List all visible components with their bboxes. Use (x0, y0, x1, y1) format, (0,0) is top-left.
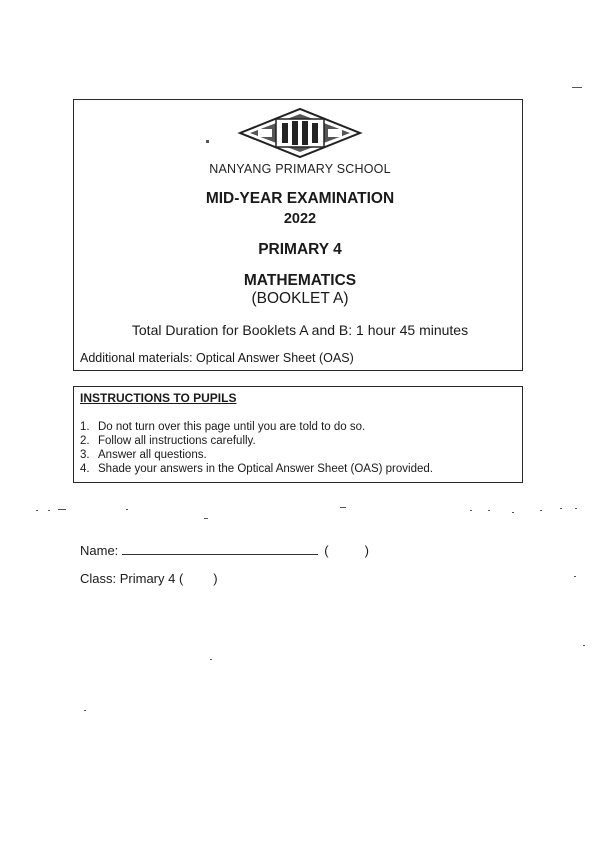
scan-mark (560, 508, 562, 509)
scan-mark (84, 710, 86, 711)
scan-mark (572, 87, 582, 88)
register-number-close: ) (364, 543, 369, 558)
name-label: Name: (80, 543, 119, 558)
scan-mark (36, 510, 38, 511)
instructions-list (80, 420, 433, 476)
scan-mark (204, 518, 208, 519)
booklet-label: (BOOKLET A) (251, 290, 349, 307)
register-number-open: ( (324, 543, 329, 558)
scan-mark (470, 510, 472, 511)
scan-mark (126, 509, 128, 510)
instruction-item: 2. Follow all instructions carefully. (80, 435, 256, 447)
instruction-item: 4. Shade your answers in the Optical Answer Sheet (OAS) provided. (80, 463, 433, 475)
additional-materials: Additional materials: Optical Answer Sheet (OAS) (80, 351, 354, 365)
class-field-row (80, 571, 218, 586)
scan-mark (206, 140, 209, 143)
exam-subject: MATHEMATICS (243, 272, 357, 289)
exam-year: 2022 (283, 211, 317, 227)
scan-mark (512, 512, 514, 513)
class-field-close: ) (213, 571, 218, 586)
scan-mark (574, 576, 576, 577)
scan-mark (340, 507, 346, 508)
class-label: Class: Primary 4 ( (80, 571, 184, 586)
exam-level: PRIMARY 4 (258, 241, 342, 258)
scan-mark (575, 508, 577, 509)
instructions-title: INSTRUCTIONS TO PUPILS (80, 391, 237, 405)
instruction-item: 1. Do not turn over this page until you are told to do so. (80, 421, 366, 433)
scan-mark (583, 645, 585, 646)
duration-text: Total Duration for Booklets A and B: 1 hour 45 minutes (131, 322, 469, 338)
school-name: NANYANG PRIMARY SCHOOL (209, 162, 391, 176)
scan-mark (210, 659, 212, 660)
exam-title: MID-YEAR EXAMINATION (205, 190, 395, 207)
scan-mark (48, 510, 50, 511)
scan-mark (540, 510, 542, 511)
school-crest-icon (236, 107, 364, 159)
instruction-item: 3. Answer all questions. (80, 449, 207, 461)
name-field-row (80, 542, 369, 558)
scan-mark (488, 510, 490, 511)
name-field[interactable] (122, 542, 318, 555)
scan-mark (58, 509, 66, 510)
